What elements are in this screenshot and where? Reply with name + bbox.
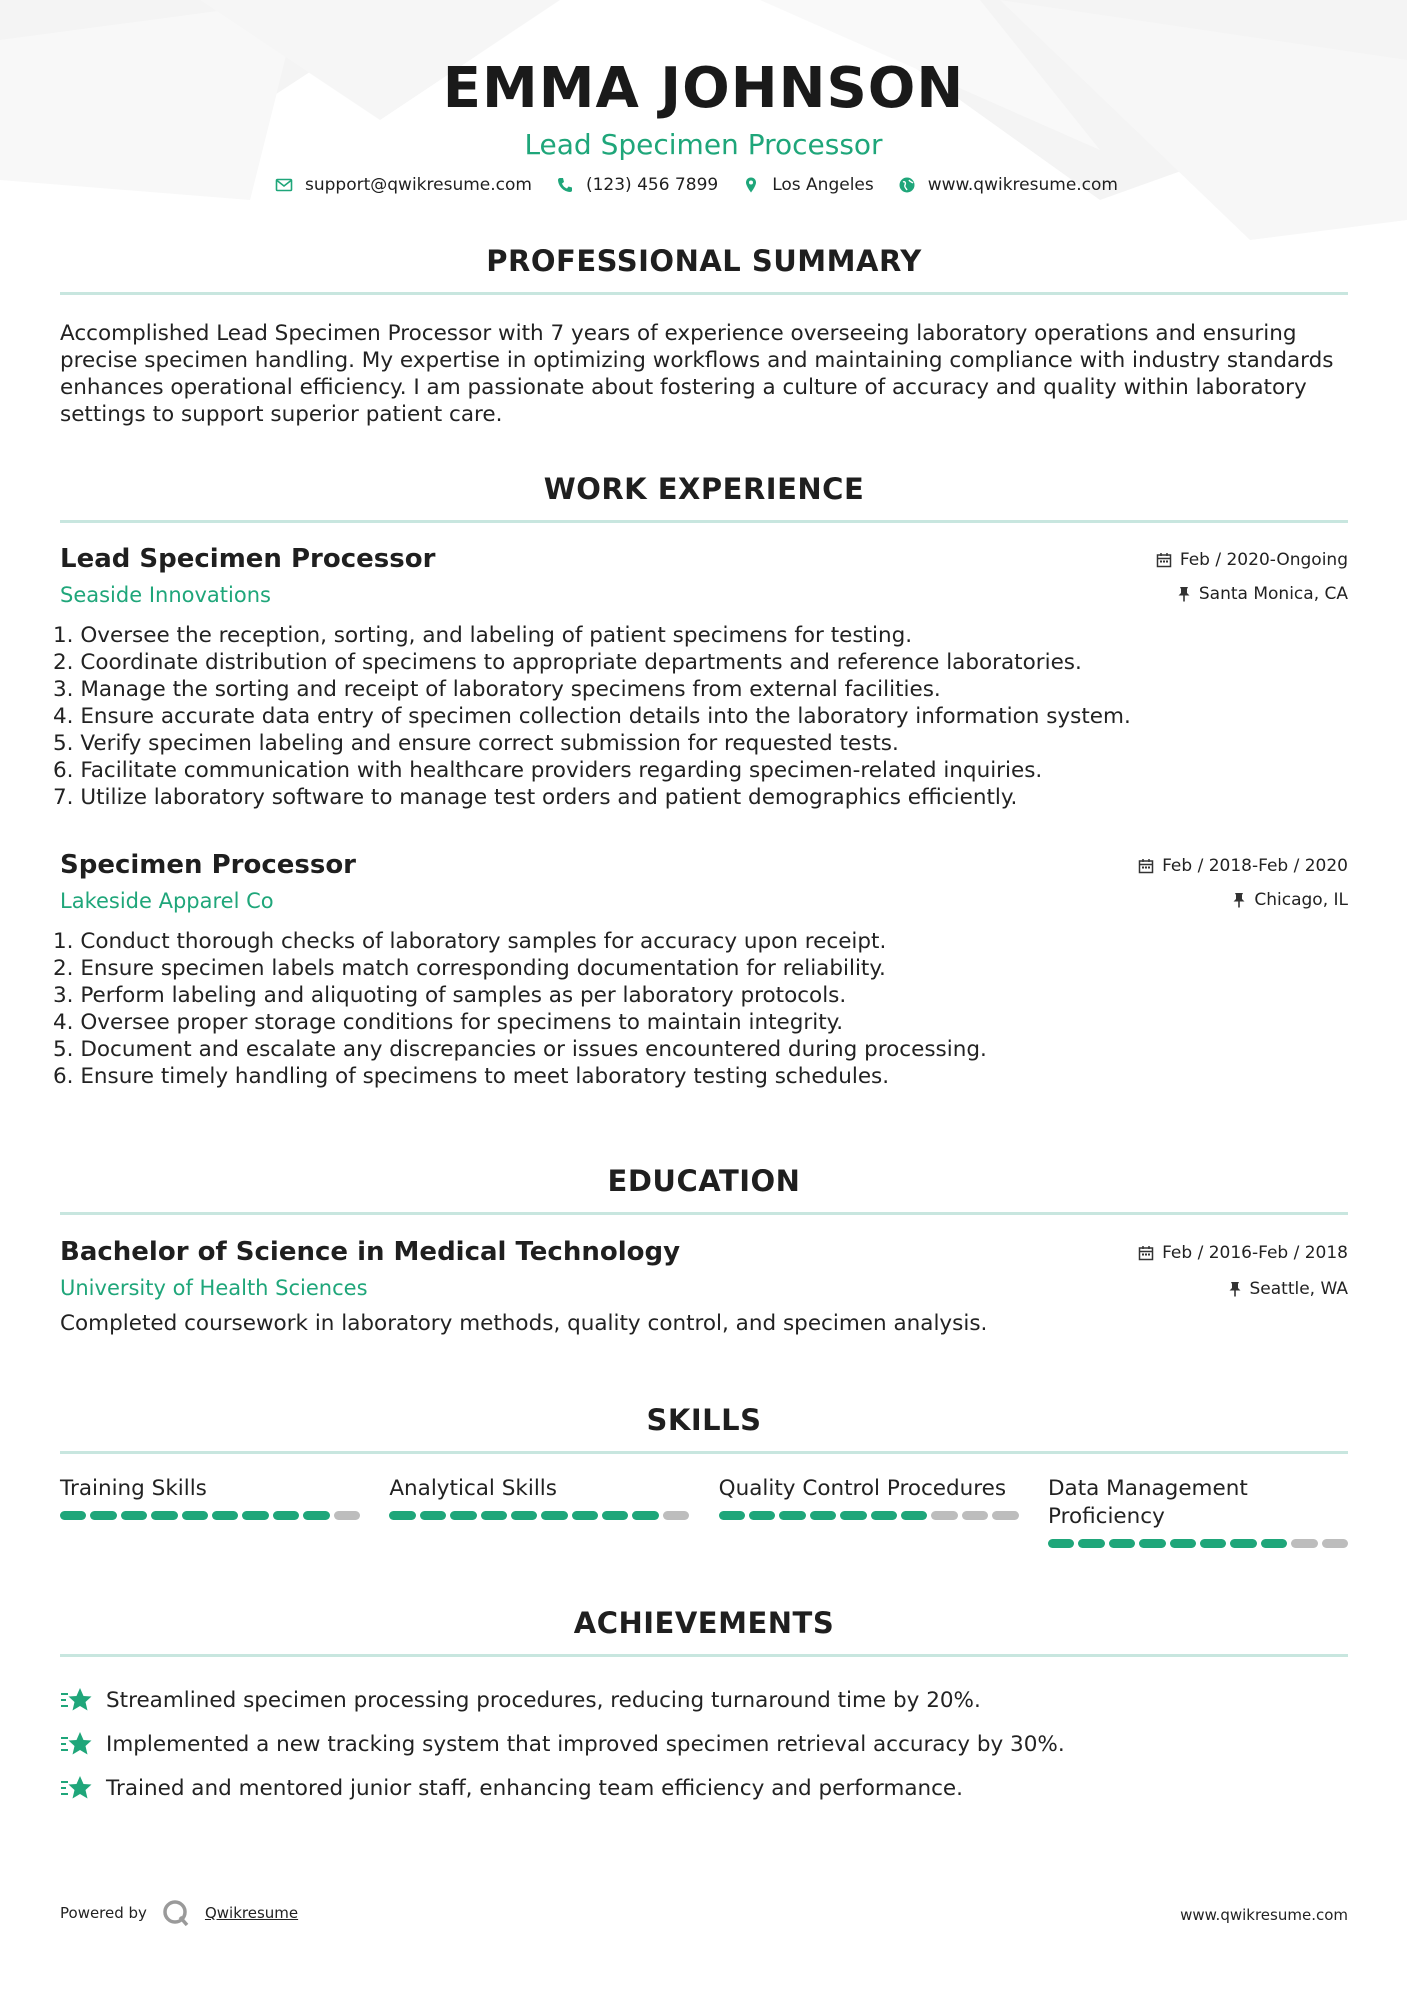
qwikresume-link[interactable]: Qwikresume: [204, 1904, 299, 1922]
contact-website[interactable]: [898, 175, 1118, 195]
skill-segment-filled: [1048, 1539, 1074, 1548]
duty-item: 4. Oversee proper storage conditions for specimens to maintain integrity.: [53, 1010, 844, 1035]
job-company: Lakeside Apparel Co: [60, 889, 274, 913]
job-date-text: Feb / 2018-Feb / 2020: [1162, 856, 1348, 876]
powered-by-label: Powered by: [60, 1904, 147, 1922]
education-entry: [60, 1237, 1348, 1336]
skill-segment-filled: [810, 1511, 836, 1520]
education-date: [1138, 1243, 1348, 1263]
job-date: [1156, 550, 1348, 570]
achievement-item: [60, 1678, 1348, 1722]
skill-segment-filled: [1109, 1539, 1135, 1548]
contact-email-text: support@qwikresume.com: [305, 175, 532, 195]
skill-segment-filled: [779, 1511, 805, 1520]
calendar-icon: [1138, 1245, 1154, 1261]
job-location: [1232, 890, 1348, 910]
duty-item: 6. Ensure timely handling of specimens to meet laboratory testing schedules.: [53, 1064, 890, 1089]
achievements-list: [60, 1678, 1348, 1810]
skills-list: [60, 1475, 1348, 1548]
skill-segment-filled: [541, 1511, 567, 1520]
contact-email[interactable]: [275, 175, 532, 195]
education-date-text: Feb / 2016-Feb / 2018: [1162, 1243, 1348, 1263]
job-location-text: Santa Monica, CA: [1198, 584, 1348, 604]
pushpin-icon: [1177, 586, 1191, 602]
skill-item: [60, 1475, 360, 1548]
job-duties: [53, 928, 1348, 1090]
skill-segment-filled: [450, 1511, 476, 1520]
skill-segment-filled: [303, 1511, 329, 1520]
duty-item: 4. Ensure accurate data entry of specimen collection details into the laboratory information system.: [53, 704, 1131, 729]
skill-segment-filled: [1200, 1539, 1226, 1548]
duty-item: 6. Facilitate communication with healthcare providers regarding specimen-related inquiries.: [53, 758, 1043, 783]
job-date: [1138, 856, 1348, 876]
candidate-name: EMMA JOHNSON: [442, 56, 965, 121]
achievements-heading: ACHIEVEMENTS: [573, 1606, 835, 1640]
job-duties: [53, 622, 1348, 811]
skill-segment-empty: [962, 1511, 988, 1520]
envelope-icon: [275, 176, 293, 194]
skill-rating-bar: [719, 1511, 1019, 1520]
skill-segment-filled: [632, 1511, 658, 1520]
skill-segment-filled: [719, 1511, 745, 1520]
globe-icon: [898, 176, 916, 194]
star-icon: [60, 1685, 92, 1715]
skill-segment-filled: [840, 1511, 866, 1520]
skill-segment-filled: [1139, 1539, 1165, 1548]
contact-row: [0, 175, 1407, 195]
duty-item: 3. Manage the sorting and receipt of laboratory specimens from external facilities.: [53, 677, 941, 702]
job-entry: [53, 850, 1348, 1090]
skill-segment-filled: [90, 1511, 116, 1520]
experience-divider: [60, 520, 1348, 523]
skill-segment-filled: [212, 1511, 238, 1520]
education-location: [1228, 1279, 1349, 1299]
education-description: Completed coursework in laboratory methods, quality control, and specimen analysis.: [60, 1311, 988, 1336]
achievements-divider: [60, 1654, 1348, 1657]
skill-segment-filled: [481, 1511, 507, 1520]
contact-website-text: www.qwikresume.com: [927, 175, 1118, 195]
education-school: University of Health Sciences: [60, 1276, 368, 1300]
phone-icon: [556, 176, 574, 194]
skill-segment-empty: [1291, 1539, 1317, 1548]
skill-name: Data Management Proficiency: [1047, 1476, 1248, 1529]
skill-segment-empty: [992, 1511, 1018, 1520]
achievement-text: Streamlined specimen processing procedures, reducing turnaround time by 20%.: [106, 1687, 981, 1713]
skill-rating-bar: [1048, 1539, 1348, 1548]
skill-rating-bar: [60, 1511, 360, 1520]
duty-item: 1. Conduct thorough checks of laboratory samples for accuracy upon receipt.: [53, 929, 887, 954]
achievement-text: Implemented a new tracking system that improved specimen retrieval accuracy by 30%.: [106, 1731, 1065, 1757]
duty-item: 5. Verify specimen labeling and ensure correct submission for requested tests.: [53, 731, 899, 756]
education-divider: [60, 1212, 1348, 1215]
skill-segment-empty: [663, 1511, 689, 1520]
duty-item: 3. Perform labeling and aliquoting of samples as per laboratory protocols.: [53, 983, 847, 1008]
skill-segment-filled: [901, 1511, 927, 1520]
skill-segment-filled: [273, 1511, 299, 1520]
achievement-item: [60, 1722, 1348, 1766]
map-pin-icon: [742, 176, 760, 194]
education-heading: EDUCATION: [607, 1164, 801, 1198]
skill-segment-filled: [182, 1511, 208, 1520]
skill-segment-filled: [389, 1511, 415, 1520]
job-location: [1177, 584, 1348, 604]
duty-item: 2. Ensure specimen labels match corresponding documentation for reliability.: [53, 956, 886, 981]
skill-segment-filled: [871, 1511, 897, 1520]
summary-divider: [60, 292, 1348, 295]
skill-segment-empty: [334, 1511, 360, 1520]
qwikresume-logo-icon: [161, 1898, 191, 1928]
skill-item: [719, 1475, 1019, 1548]
skill-rating-bar: [389, 1511, 689, 1520]
skill-segment-empty: [931, 1511, 957, 1520]
skill-segment-filled: [242, 1511, 268, 1520]
contact-location-text: Los Angeles: [772, 175, 874, 195]
contact-phone[interactable]: [556, 175, 718, 195]
footer-website[interactable]: www.qwikresume.com: [1180, 1906, 1348, 1924]
pushpin-icon: [1228, 1281, 1242, 1297]
calendar-icon: [1138, 858, 1154, 874]
skill-name: Training Skills: [60, 1476, 207, 1501]
resume-header: [0, 55, 1407, 163]
skill-segment-filled: [749, 1511, 775, 1520]
skill-segment-filled: [1230, 1539, 1256, 1548]
skill-segment-filled: [572, 1511, 598, 1520]
duty-item: 7. Utilize laboratory software to manage test orders and patient demographics efficiently.: [53, 785, 1018, 810]
skill-segment-filled: [420, 1511, 446, 1520]
education-location-text: Seattle, WA: [1249, 1279, 1348, 1299]
job-location-text: Chicago, IL: [1254, 890, 1348, 910]
star-icon: [60, 1729, 92, 1759]
summary-heading: PROFESSIONAL SUMMARY: [486, 244, 922, 278]
candidate-title: Lead Specimen Processor: [524, 128, 883, 161]
achievement-text: Trained and mentored junior staff, enhancing team efficiency and performance.: [106, 1775, 963, 1801]
skill-segment-filled: [1170, 1539, 1196, 1548]
skills-divider: [60, 1451, 1348, 1454]
job-role: Specimen Processor: [60, 850, 357, 880]
job-company: Seaside Innovations: [60, 583, 271, 607]
skill-segment-empty: [1322, 1539, 1348, 1548]
education-degree: Bachelor of Science in Medical Technology: [60, 1237, 681, 1267]
job-role: Lead Specimen Processor: [60, 544, 436, 574]
star-icon: [60, 1773, 92, 1803]
experience-heading: WORK EXPERIENCE: [543, 472, 865, 506]
contact-location: [742, 175, 874, 195]
contact-phone-text: (123) 456 7899: [585, 175, 719, 195]
duty-item: 5. Document and escalate any discrepancies or issues encountered during processing.: [53, 1037, 987, 1062]
skill-name: Quality Control Procedures: [718, 1476, 1007, 1501]
skill-segment-filled: [1261, 1539, 1287, 1548]
duty-item: 2. Coordinate distribution of specimens to appropriate departments and reference laboratories.: [53, 650, 1082, 675]
achievement-item: [60, 1766, 1348, 1810]
skill-item: [389, 1475, 689, 1548]
skills-heading: SKILLS: [646, 1403, 762, 1437]
calendar-icon: [1156, 552, 1172, 568]
skill-segment-filled: [60, 1511, 86, 1520]
skill-segment-filled: [602, 1511, 628, 1520]
pushpin-icon: [1232, 892, 1246, 908]
footer-powered-by: [60, 1898, 298, 1928]
skill-item: [1048, 1475, 1348, 1548]
skill-segment-filled: [511, 1511, 537, 1520]
skill-segment-filled: [121, 1511, 147, 1520]
skill-segment-filled: [1078, 1539, 1104, 1548]
summary-text: Accomplished Lead Specimen Processor with 7 years of experience overseeing laboratory operations and ensuring precise specimen handling. My expertise in optimizing workflows and maintaining compliance with industry standards enhances operational efficiency. I am passionate about fostering a culture of accuracy and quality within laboratory settings to support superior patient care.: [60, 321, 1334, 427]
skill-segment-filled: [151, 1511, 177, 1520]
job-entry: [53, 544, 1348, 811]
skill-name: Analytical Skills: [389, 1476, 557, 1501]
job-date-text: Feb / 2020-Ongoing: [1179, 550, 1348, 570]
duty-item: 1. Oversee the reception, sorting, and labeling of patient specimens for testing.: [53, 623, 913, 648]
